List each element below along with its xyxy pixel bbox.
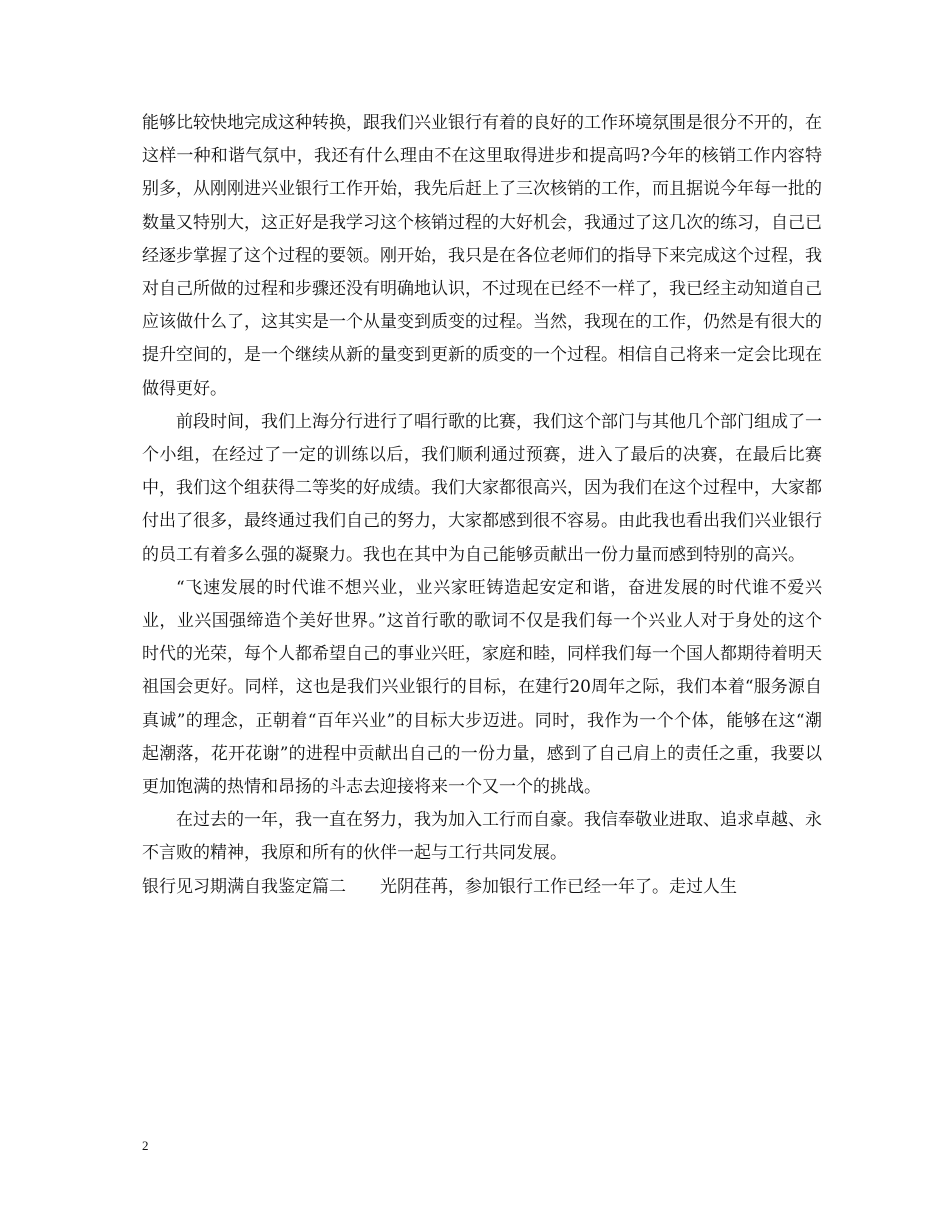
page-number: 2 [142, 1138, 149, 1153]
paragraph-4: 在过去的一年，我一直在努力，我为加入工行而自豪。我信奉敬业进取、追求卓越、永不言败的精神，我原和所有的伙伴一起与工行共同发展。 [142, 810, 822, 864]
section-heading-line: 银行见习期满自我鉴定篇二 光阴荏苒，参加银行工作已经一年了。走过人生 [142, 876, 737, 897]
paragraph-3: “飞速发展的时代谁不想兴业，业兴家旺铸造起安定和谐，奋进发展的时代谁不爱兴业，业兴国强缔造个美好世界。”这首行歌的歌词不仅是我们每一个兴业人对于身处的这个时代的光荣，每个人都希望自己的事业兴旺，家庭和睦，同样我们每一个国人都期待着明天祖国会更好。同样，这也是我们兴业银行的目标，在建行20周年之际，我们本着“服务源自真诚”的理念，正朝着“百年兴业”的目标大步迈进。同时，我作为一个个体，能够在这“潮起潮落，花开花谢”的进程中贡献出自己的一份力量，感到了自己肩上的责任之重，我要以更加饱满的热情和昂扬的斗志去迎接将来一个又一个的挑战。 [142, 577, 822, 798]
document-body [142, 107, 822, 904]
paragraph-1: 能够比较快地完成这种转换，跟我们兴业银行有着的良好的工作环境氛围是很分不开的，在这样一种和谐气氛中，我还有什么理由不在这里取得进步和提高吗?今年的核销工作内容特别多，从刚刚进兴业银行工作开始，我先后赶上了三次核销的工作，而且据说今年每一批的数量又特别大，这正好是我学习这个核销过程的大好机会，我通过了这几次的练习，自己已经逐步掌握了这个过程的要领。刚开始，我只是在各位老师们的指导下来完成这个过程，我对自己所做的过程和步骤还没有明确地认识，不过现在已经不一样了，我已经主动知道自己应该做什么了，这其实是一个从量变到质变的过程。当然，我现在的工作，仍然是有很大的提升空间的，是一个继续从新的量变到更新的质变的一个过程。相信自己将来一定会比现在做得更好。 [142, 113, 822, 399]
paragraph-2: 前段时间，我们上海分行进行了唱行歌的比赛，我们这个部门与其他几个部门组成了一个小组，在经过了一定的训练以后，我们顺利通过预赛，进入了最后的决赛，在最后比赛中，我们这个组获得二等奖的好成绩。我们大家都很高兴，因为我们在这个过程中，大家都付出了很多，最终通过我们自己的努力，大家都感到很不容易。由此我也看出我们兴业银行的员工有着多么强的凝聚力。我也在其中为自己能够贡献出一份力量而感到特别的高兴。 [142, 411, 822, 565]
